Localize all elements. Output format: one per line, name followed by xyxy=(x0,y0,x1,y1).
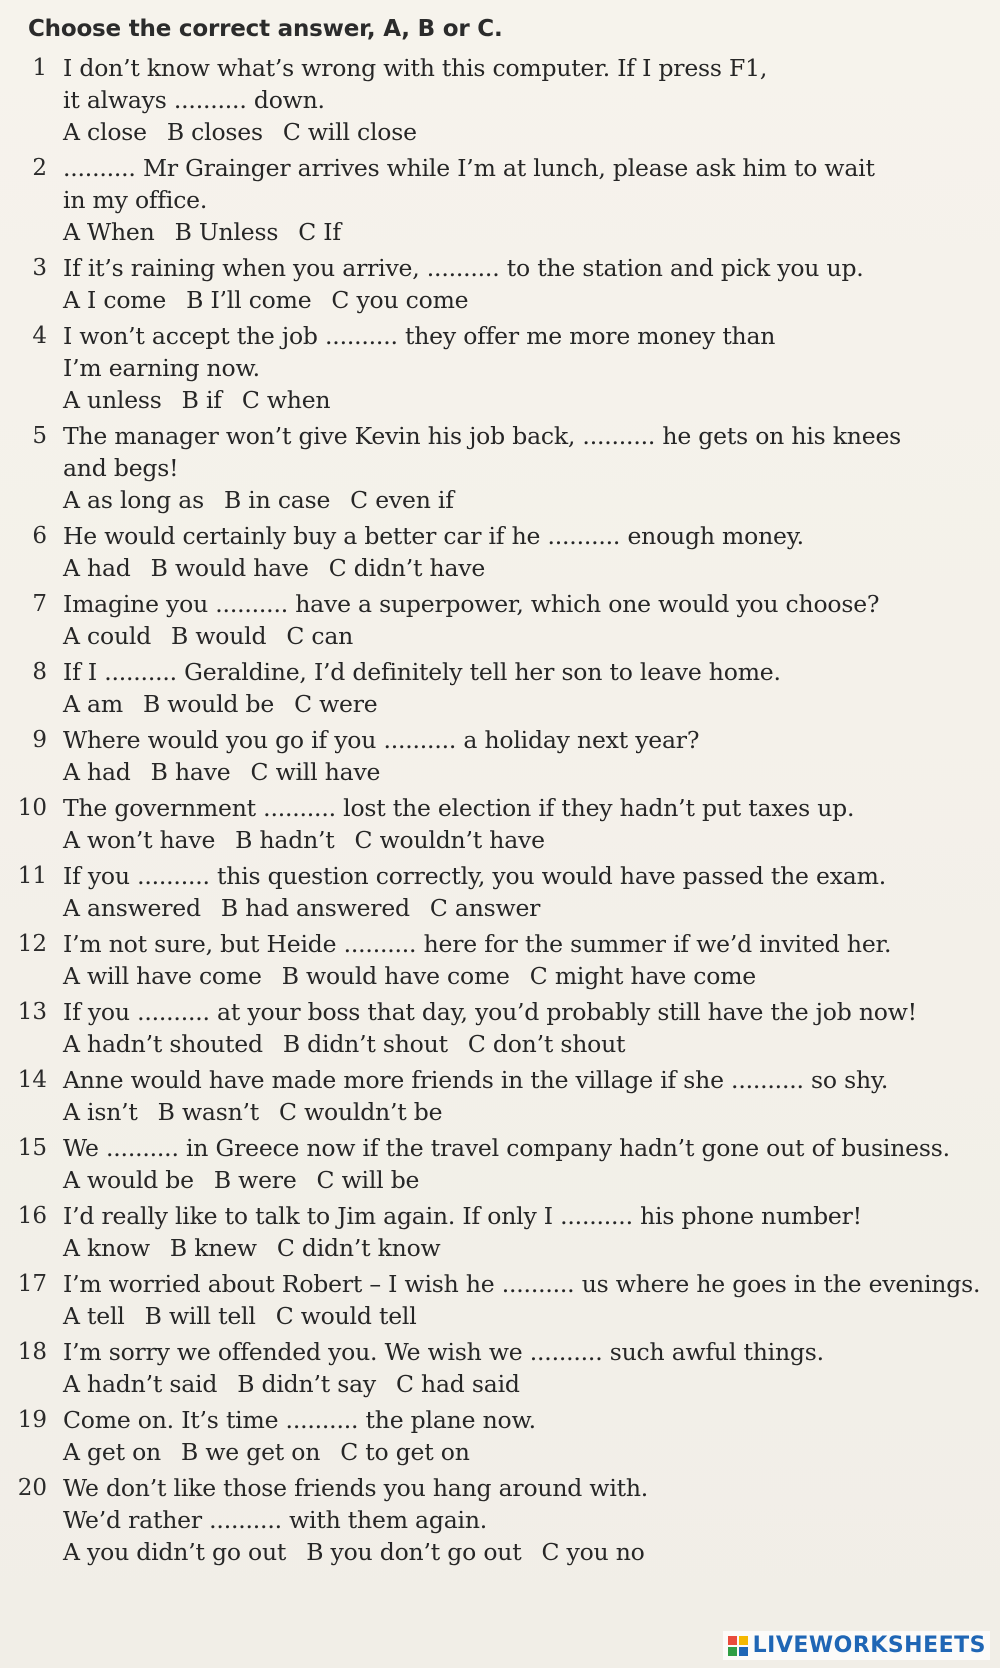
question-text xyxy=(63,656,998,688)
question-line: I’m sorry we offended you. We wish we .......... such awful things. xyxy=(63,1338,824,1366)
answer-options xyxy=(63,756,400,788)
question-text xyxy=(63,520,998,552)
question-line: I don’t know what’s wrong with this computer. If I press F1, xyxy=(63,54,768,82)
answer-option-b[interactable]: B were xyxy=(213,1166,297,1194)
question-number: 14 xyxy=(17,1067,47,1093)
question-line: and begs! xyxy=(63,454,179,482)
answer-option-c[interactable]: C didn’t have xyxy=(328,554,486,582)
question-line: Anne would have made more friends in the village if she .......... so shy. xyxy=(63,1066,889,1094)
answer-option-a[interactable]: A could xyxy=(63,622,152,650)
question-text xyxy=(63,1336,998,1368)
answer-option-b[interactable]: B had answered xyxy=(220,894,410,922)
answer-option-b[interactable]: B would be xyxy=(142,690,275,718)
question-number: 20 xyxy=(17,1475,47,1501)
answer-option-c[interactable]: C might have come xyxy=(529,962,757,990)
answer-option-b[interactable]: B we get on xyxy=(181,1438,321,1466)
question-line: He would certainly buy a better car if he .......... enough money. xyxy=(63,522,804,550)
answer-option-a[interactable]: A won’t have xyxy=(63,826,216,854)
answer-option-c[interactable]: C were xyxy=(294,690,378,718)
answer-option-c[interactable]: C didn’t know xyxy=(276,1234,441,1262)
answer-option-b[interactable]: B have xyxy=(150,758,231,786)
answer-option-c[interactable]: C will be xyxy=(316,1166,420,1194)
answer-options xyxy=(63,484,474,516)
answer-options xyxy=(63,620,373,652)
question-text xyxy=(63,928,998,960)
answer-options xyxy=(63,552,505,584)
answer-option-b[interactable]: B would xyxy=(171,622,267,650)
question-number: 12 xyxy=(17,931,47,957)
question-number: 4 xyxy=(32,323,47,349)
question-number: 16 xyxy=(17,1203,47,1229)
answer-options xyxy=(63,1368,540,1400)
answer-option-b[interactable]: B in case xyxy=(223,486,331,514)
question-line: If it’s raining when you arrive, .......... to the station and pick you up. xyxy=(63,254,864,282)
answer-options xyxy=(63,1028,645,1060)
question-line: in my office. xyxy=(63,186,208,214)
answer-option-a[interactable]: A hadn’t shouted xyxy=(63,1030,263,1058)
answer-option-c[interactable]: C to get on xyxy=(340,1438,470,1466)
answer-option-b[interactable]: B didn’t shout xyxy=(282,1030,448,1058)
question-line: .......... Mr Grainger arrives while I’m at lunch, please ask him to wait xyxy=(63,154,875,182)
answer-options xyxy=(63,116,437,148)
answer-option-a[interactable]: A When xyxy=(63,218,155,246)
question-number: 19 xyxy=(17,1407,47,1433)
answer-option-a[interactable]: A had xyxy=(63,554,131,582)
question-line: We’d rather .......... with them again. xyxy=(63,1506,488,1534)
question-text xyxy=(63,1404,998,1436)
answer-option-c[interactable]: C even if xyxy=(350,486,454,514)
answer-options xyxy=(63,1536,665,1568)
question-line: Where would you go if you .......... a holiday next year? xyxy=(63,726,700,754)
answer-options xyxy=(63,1232,460,1264)
answer-options xyxy=(63,1300,437,1332)
answer-option-a[interactable]: A as long as xyxy=(63,486,204,514)
question-text xyxy=(63,1064,998,1096)
question-text xyxy=(63,1132,998,1164)
question-line: We don’t like those friends you hang around with. xyxy=(63,1474,649,1502)
answer-options xyxy=(63,1164,439,1196)
answer-option-b[interactable]: B would have xyxy=(150,554,309,582)
question-line: If I .......... Geraldine, I’d definitely tell her son to leave home. xyxy=(63,658,781,686)
question-text xyxy=(63,52,998,116)
answer-option-a[interactable]: A close xyxy=(63,118,147,146)
answer-option-a[interactable]: A had xyxy=(63,758,131,786)
question-number: 9 xyxy=(32,727,47,753)
answer-option-c[interactable]: C can xyxy=(286,622,354,650)
question-line: I’m earning now. xyxy=(63,354,260,382)
answer-options xyxy=(63,284,488,316)
answer-option-a[interactable]: A isn’t xyxy=(63,1098,138,1126)
answer-option-c[interactable]: C when xyxy=(241,386,331,414)
question-number: 5 xyxy=(32,423,47,449)
question-line: I won’t accept the job .......... they offer me more money than xyxy=(63,322,776,350)
question-number: 2 xyxy=(32,155,47,181)
answer-option-b[interactable]: B knew xyxy=(169,1234,257,1262)
answer-option-c[interactable]: C you no xyxy=(541,1538,645,1566)
question-number: 1 xyxy=(32,55,47,81)
question-text xyxy=(63,1472,998,1536)
answer-option-b[interactable]: B didn’t say xyxy=(237,1370,376,1398)
question-number: 15 xyxy=(17,1135,47,1161)
answer-option-c[interactable]: C you come xyxy=(331,286,469,314)
answer-option-c[interactable]: C answer xyxy=(429,894,541,922)
question-number: 17 xyxy=(17,1271,47,1297)
answer-option-a[interactable]: A am xyxy=(63,690,123,718)
question-text xyxy=(63,724,998,756)
answer-options xyxy=(63,892,560,924)
question-number: 18 xyxy=(17,1339,47,1365)
answer-options xyxy=(63,960,776,992)
answer-option-a[interactable]: A know xyxy=(63,1234,150,1262)
liveworksheets-logo-icon xyxy=(727,1635,749,1657)
question-number: 3 xyxy=(32,255,47,281)
answer-option-a[interactable]: A answered xyxy=(63,894,201,922)
answer-option-c[interactable]: C would tell xyxy=(275,1302,417,1330)
answer-option-c[interactable]: C wouldn’t be xyxy=(279,1098,443,1126)
question-line: I’d really like to talk to Jim again. If only I .......... his phone number! xyxy=(63,1202,862,1230)
question-line: Imagine you .......... have a superpower, which one would you choose? xyxy=(63,590,880,618)
answer-option-c[interactable]: C will close xyxy=(282,118,417,146)
answer-options xyxy=(63,688,397,720)
question-line: I’m worried about Robert – I wish he .......... us where he goes in the evenings. xyxy=(63,1270,981,1298)
liveworksheets-logo-text: LIVEWORKSHEETS xyxy=(752,1633,986,1658)
answer-option-b[interactable]: B closes xyxy=(166,118,263,146)
answer-option-a[interactable]: A get on xyxy=(63,1438,161,1466)
question-line: If you .......... at your boss that day, you’d probably still have the job now! xyxy=(63,998,917,1026)
answer-option-b[interactable]: B I’ll come xyxy=(186,286,312,314)
question-number: 8 xyxy=(32,659,47,685)
answer-options xyxy=(63,384,350,416)
answer-option-b[interactable]: B would have come xyxy=(281,962,510,990)
question-line: If you .......... this question correctly, you would have passed the exam. xyxy=(63,862,886,890)
question-text xyxy=(63,252,998,284)
question-text xyxy=(63,588,998,620)
answer-options xyxy=(63,824,565,856)
question-text xyxy=(63,996,998,1028)
question-line: it always .......... down. xyxy=(63,86,325,114)
question-number: 11 xyxy=(17,863,47,889)
answer-options xyxy=(63,1096,462,1128)
question-line: We .......... in Greece now if the travel company hadn’t gone out of business. xyxy=(63,1134,950,1162)
answer-option-c[interactable]: C If xyxy=(298,218,341,246)
question-text xyxy=(63,860,998,892)
answer-option-a[interactable]: A would be xyxy=(63,1166,194,1194)
instruction-heading: Choose the correct answer, A, B or C. xyxy=(28,16,503,42)
question-line: The government .......... lost the election if they hadn’t put taxes up. xyxy=(63,794,855,822)
answer-option-b[interactable]: B if xyxy=(181,386,222,414)
liveworksheets-watermark xyxy=(723,1631,990,1660)
answer-option-b[interactable]: B hadn’t xyxy=(235,826,335,854)
answer-option-b[interactable]: B you don’t go out xyxy=(306,1538,522,1566)
answer-option-c[interactable]: C don’t shout xyxy=(467,1030,626,1058)
answer-option-a[interactable]: A you didn’t go out xyxy=(63,1538,287,1566)
question-text xyxy=(63,320,998,384)
question-text xyxy=(63,1200,998,1232)
question-number: 7 xyxy=(32,591,47,617)
answer-option-b[interactable]: B will tell xyxy=(144,1302,256,1330)
question-text xyxy=(63,1268,998,1300)
answer-option-a[interactable]: A unless xyxy=(63,386,162,414)
question-line: The manager won’t give Kevin his job back, .......... he gets on his knees xyxy=(63,422,902,450)
answer-option-b[interactable]: B wasn’t xyxy=(157,1098,260,1126)
question-number: 6 xyxy=(32,523,47,549)
question-number: 10 xyxy=(17,795,47,821)
question-line: Come on. It’s time .......... the plane now. xyxy=(63,1406,536,1434)
question-text xyxy=(63,792,998,824)
question-number: 13 xyxy=(17,999,47,1025)
question-line: I’m not sure, but Heide .......... here for the summer if we’d invited her. xyxy=(63,930,892,958)
answer-option-a[interactable]: A I come xyxy=(63,286,167,314)
answer-option-c[interactable]: C had said xyxy=(396,1370,520,1398)
question-text xyxy=(63,152,998,216)
question-text xyxy=(63,420,998,484)
answer-options xyxy=(63,216,361,248)
answer-option-a[interactable]: A hadn’t said xyxy=(63,1370,218,1398)
answer-option-c[interactable]: C will have xyxy=(250,758,381,786)
answer-option-a[interactable]: A will have come xyxy=(63,962,262,990)
answer-options xyxy=(63,1436,490,1468)
answer-option-a[interactable]: A tell xyxy=(63,1302,125,1330)
answer-option-c[interactable]: C wouldn’t have xyxy=(354,826,545,854)
answer-option-b[interactable]: B Unless xyxy=(174,218,279,246)
